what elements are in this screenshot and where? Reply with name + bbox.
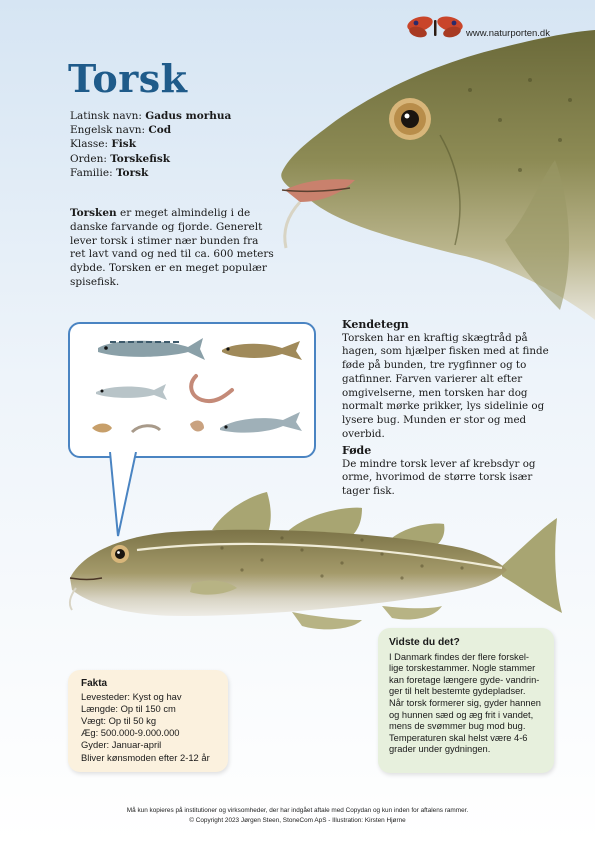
- latin-name-row: Latinsk navn: Gadus morhua: [70, 110, 232, 122]
- cod-full-illustration: [62, 488, 567, 643]
- intro-bold: Torsken: [70, 207, 117, 219]
- foede-text: De mindre torsk lever af krebsdyr og orme, hvorimod de større torsk især tager fisk.: [342, 457, 536, 498]
- crustaceans-illustration: [92, 421, 204, 433]
- latin-name-value: Gadus morhua: [145, 110, 232, 122]
- family-value: Torsk: [115, 166, 149, 179]
- class-row: Klasse: Fisk: [70, 138, 136, 151]
- intro-paragraph: [70, 207, 275, 290]
- kendetegn-title: Kendetegn: [342, 318, 409, 331]
- vidste-du-det-box: [378, 628, 554, 773]
- english-name-value: Cod: [148, 124, 172, 137]
- worm-illustration: [191, 376, 232, 401]
- vidste-line: lige torskestammer. Nogle stammer: [389, 663, 536, 674]
- fakta-box: [68, 670, 228, 772]
- vidste-line: Når torsk formerer sig, gyder hannen: [389, 697, 541, 708]
- website-url[interactable]: www.naturporten.dk: [466, 28, 550, 39]
- fakta-line-eggs: Æg: 500.000-9.000.000: [81, 727, 180, 739]
- cod-head-illustration: [270, 30, 595, 330]
- vidste-line: grader under gydningen.: [389, 744, 491, 755]
- page-title: Torsk: [68, 56, 188, 101]
- vidste-title: Vidste du det?: [389, 637, 460, 648]
- sprat-illustration: [220, 412, 302, 433]
- footer-copyright: © Copyright 2023 Jørgen Steen, StoneCom ApS - Illustration: Kirsten Hjørne: [189, 817, 406, 824]
- fakta-line-spawning: Gyder: Januar-april: [81, 739, 162, 751]
- fakta-title: Fakta: [81, 678, 108, 689]
- fakta-line-maturity: Bliver kønsmoden efter 2-12 år: [81, 751, 210, 763]
- vidste-line: Temperaturen skal helst være 4-6: [389, 732, 528, 743]
- small-cod-illustration: [222, 341, 302, 360]
- food-speech-bubble: [68, 322, 316, 458]
- vidste-line: og hunnen sæd og æg frit i vandet,: [389, 709, 534, 720]
- order-row: Orden: Torskefisk: [70, 152, 171, 165]
- fakta-line-habitat: Levesteder: Kyst og hav: [81, 691, 182, 703]
- foede-title: Føde: [342, 444, 372, 457]
- species-metadata: [70, 109, 231, 180]
- kendetegn-section: [342, 318, 557, 441]
- intro-text: er meget almindelig i de danske farvande og fjorde. Generelt lever torsk i stimer nær bunden fra ret lavt vand og ned til ca. 600 meters dybde. Torsken er en meget populær spisefisk.: [70, 207, 274, 288]
- english-name-row: Engelsk navn: Cod: [70, 124, 172, 137]
- family-row: Familie: Torsk: [70, 166, 149, 179]
- mackerel-illustration: [98, 338, 205, 360]
- vidste-line: I Danmark findes der flere forskel-: [389, 651, 530, 662]
- footer: [0, 806, 595, 826]
- vidste-line: kan foretage længere gyde- vandrin-: [389, 674, 540, 685]
- herring-illustration: [96, 384, 167, 400]
- class-value: Fisk: [111, 138, 136, 151]
- prey-illustrations: [70, 324, 310, 452]
- footer-copy-notice: Må kun kopieres på institutioner og virksomheder, der har indgået aftale med Copydan og kun inden for aftalens rammer.: [126, 807, 469, 814]
- fakta-line-length: Længde: Op til 150 cm: [81, 703, 176, 715]
- kendetegn-text: Torsken har en kraftig skægtråd på hagen, som hjælper fisken med at finde føde på bunden, tre rygfinner og to gatfinner. Farven varierer alt efter omgivelserne, men torsken har dog normalt mørke prikker, lys sidelinie og lysere bug. Munden er stor og med overbid.: [342, 331, 549, 440]
- order-value: Torskefisk: [110, 152, 171, 165]
- fakta-line-weight: Vægt: Op til 50 kg: [81, 715, 157, 727]
- vidste-line: ger til helt bestemte gydepladser.: [389, 686, 526, 697]
- vidste-line: mens de svømmer bug mod bug.: [389, 721, 526, 732]
